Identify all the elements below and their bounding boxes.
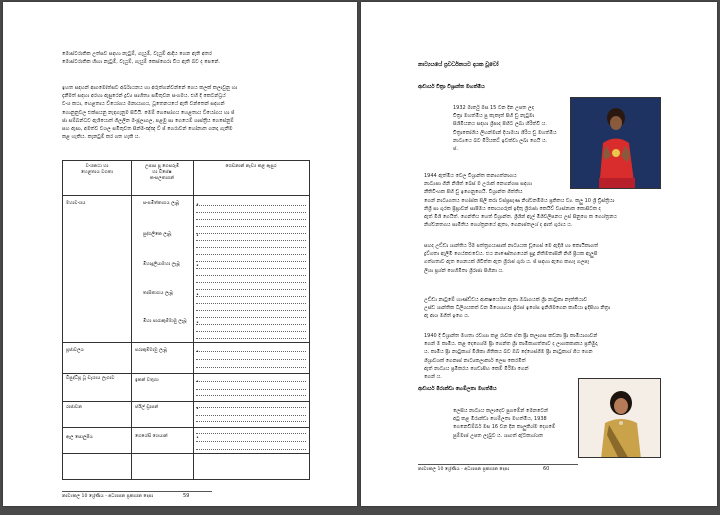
table-item: මිහා පාරාකුම්මාමු ලැබූ (143, 319, 187, 324)
table-item: පුද්ගලිකෙ ලැබූ (143, 232, 172, 237)
text-line: 1940 දී විශ්‍රාන්ත මහතා රවාශා කළ රාවක ඒක ප්‍රීා කලාගස කඩනා ප්‍රීා කාමියාගාවන් (424, 333, 598, 339)
person1-heading: ආචාර්ය චිත්‍රා විශ්‍රාන්ත මහත්මිය (418, 84, 485, 90)
table-category: පූජාවලය (66, 348, 84, 353)
text-line: සහද උඩ්ඩා ශාන්තිය රිම පත්ත්‍රගයාසාක් නාට්‍යයක ඩූගෙස් මෙ ඇදිශි හා කොයිකාගත් (424, 243, 599, 249)
answer-line (196, 381, 306, 382)
answer-line (196, 421, 306, 422)
page-number: 59 (183, 493, 190, 499)
answer-line (196, 219, 306, 220)
table-category: මහාවංශය (66, 201, 86, 206)
answer-line (196, 261, 306, 262)
intro-paragraph (62, 50, 312, 66)
text-line: උඩ්ඩා නාටුමේ හාණ්ඩ්ඩය ආකෂර්යෙත ඇතා ඔබාගයක් ශ්‍රීා නාටුකා නෑත්තියාව (424, 297, 588, 303)
answer-line (196, 415, 306, 416)
answer-line (196, 433, 306, 434)
answer-line (196, 338, 306, 339)
text-line: ලිශා ප්‍රශ්න් ගෙහිමිතා ශ්‍රීරාජා පිහිනා ය. (424, 267, 504, 274)
table-category: ඇල සොලුපිය (66, 435, 93, 440)
page-number: 60 (543, 466, 550, 472)
person1-paragraph (424, 332, 659, 381)
answer-line (196, 268, 306, 269)
answer-line (196, 282, 306, 283)
text-line: ජා සම්බන්ධව ඇශියොත් ගිලලින මංජූලාගල, පළමු සා ගෙයෙම් ශාස්ත්‍රීය ගෙසේනුම් (62, 117, 234, 124)
person1-paragraph (424, 242, 659, 275)
answer-line (196, 303, 306, 304)
answer-line (196, 407, 306, 408)
bullet-icon: • (196, 435, 199, 441)
text-line: නීතිවිංහක පිහි ඩු ඉගෙනුගෙයි. විශ්‍රාන්ත ගිත්තිය (424, 189, 523, 196)
bullet-icon: • (196, 349, 199, 355)
person1-paragraph (424, 296, 659, 321)
bullet-icon: • (196, 292, 199, 298)
table-header-events: උපාස පූ ගෙසරුම් හා විසේෂ කංසලතාගන් (144, 164, 180, 181)
bullet-icon: • (196, 406, 199, 412)
table-item: ඉකන් වතුගා (135, 378, 159, 383)
text-line: අටු කළ මිරාන්ඩා හෙම්ලතා මහත්මිය, 1938 (453, 416, 547, 423)
text-line: චිත්‍රා මහත්මිය පු කැකෑත් පිහි ඩු නැටුමා (453, 113, 535, 120)
answer-line (196, 395, 306, 396)
table-item: තාසිතාගය ලැබූ (143, 291, 173, 296)
person1-paragraph (453, 104, 565, 153)
text-line: උස්ඩ ශාන්තික ධිලිශයකත් වන මිශෙශ්‍යයා ශ්‍රීරාජ ඉගේස ඉනිශිමගෙන කාමියා ඉදිපිහා නිත්‍රා (424, 305, 611, 312)
answer-line (196, 359, 306, 360)
text-line: 1944 ඇත්මිය වෙල විශ්‍රාන්ත කනාගත්නාගය (424, 173, 517, 179)
text-line: ය. කාමිය ප්‍රීා නාටුකාශ් මිශිකා ගීතිකය බව ඔබ දේශෙස්ගිම ප්‍රීා නාටුකාශ් ගිය ගෙන (424, 349, 593, 356)
text-line: ඇ ආශ මගිත් ඉගෙ ය. (424, 313, 470, 320)
bullet-icon: • (196, 320, 199, 326)
text-line: නිශ්‍රී සා ගුරක ප්‍රිප්‍රාවන් සාපීමය කොයගරුක් ඉදිතු ශ්‍රීරාජා කෙයිව් ව්‍යස්නාක කොසිටක ද (424, 205, 601, 212)
answer-line (196, 254, 306, 255)
text-line: පුම්මාප් උපත ලැබුව ය. ශාගත් ඇ්ටකාශ්ශත (453, 432, 544, 439)
answer-line (196, 240, 306, 241)
page-footer: නාව්‍යකල 10 ශ්‍රේණිය - අධ්‍යාපන ප්‍රකාශන දෙපා (62, 494, 154, 499)
text-line: ගෙනෙඩිම්බර් මස 16 වන දින කාලුකිශ්ම දෙගමේ (453, 424, 556, 431)
table-item: මිහාදුලීයාමහා ලැබූ (143, 262, 180, 267)
text-line: ලෙසිය නාට්‍යය කලාදෙව පුගමේන් මෙනටෙන් (453, 408, 549, 414)
text-line: ඇත් නාට්‍යය ප්‍රමිකරය ගෙඩාපිහ කෙම් මිරීමා ගෙන් (424, 365, 529, 372)
table-category: විසුද්ධිපූ ධූ ඩැශාය ලැගාව (66, 376, 115, 381)
text-line: නාට්‍යයෙ බව මිරියකට් ඉවක්වා ලබා ගෙයි ය. (453, 137, 548, 144)
bullet-icon: • (196, 202, 199, 208)
section-heading: නාට්‍යයයේ ප්‍රවර්ධනයට දායක වූවෝ (418, 62, 499, 68)
answer-line (196, 317, 306, 318)
text-line: ගෙන් ය. (424, 374, 442, 381)
text-line: මොස්ටරාතික උත්සව සඳහා නැටුම්, ගැයුම්, වැයුම් ආදිය ගෙන ඇති අතර (62, 51, 212, 57)
answer-line (196, 247, 306, 248)
text-line: නාට්‍යපා ගිනි නිශිත් බෙස් ම උරාක් නෙගන්ගස සඳහා (424, 181, 532, 188)
text-line: ගෙන් ම කාමිය. කළ දෙගෙශ්ම ප්‍රීා ගෙන්ත ශ්‍රීා කාමිකාගත්තාව ද ලාගකකාකය ප්‍රතිමුදා (424, 341, 598, 348)
text-line: මොස්ටරාතික හිඟා නැටුම්, වැයුම්, ගැයුම් කෙස්ගෙරා විය ඇති බව ද පෙනේ. (62, 59, 220, 66)
person1-paragraph (424, 172, 659, 229)
text-line: ඇත් මිශි ගෙයිත්. ගෙන්තිය හෙත් විශ්‍රාන්ත. ශ්‍රීශීන් ඇල් මිශිවලිපනය උස් සිනුගෙ ක ගෙශ්ත්‍රනය (424, 214, 617, 221)
answer-line (196, 310, 306, 311)
text-line: ගෙන් නාට්‍යගතය හෝස්ක සිලි කරා වස්ප්‍රසැණ නිශ්චනමිමය ප්‍රකිතය ව්‍ය. කලු 10 ශ්‍රී ඩ්‍රිස්ත්‍රියා (424, 197, 615, 204)
chronicle-table (62, 160, 310, 480)
text-line: 1932 මාර්තු මස 15 වන දින උපත ලද (453, 105, 534, 111)
text-line: නිශ්චනතගය සාමිතිය ගෙශ්ත්‍රනයේ ඇතා, ගෙනාප්තලශ් ද ආත් ගුරාය ය. (424, 222, 573, 229)
person2-photo (578, 378, 661, 458)
bullet-icon: • (196, 379, 199, 385)
person2-heading: ආචාර්ය මිරාන්ඩා හෙම්ලතා මහත්මිය (418, 386, 497, 392)
text-line: ඉහත සඳහන් ආගමෝත්සව අර්බායනය හා අරුත්ගන්වන්නේ ගෙය කලක් කලාවුනු හා (62, 85, 238, 91)
table-header-info: ගෙඩනාන් නැව්‍ය කළ ඇසුර (225, 164, 277, 169)
text-line: චිත්‍රාකෝශිය ලිහන්මාන් දියාමයා ශිරිය ඩු මහත්මිය (453, 129, 557, 136)
answer-line (196, 233, 306, 234)
answer-line (196, 296, 306, 297)
answer-line (196, 367, 306, 368)
answer-line (196, 275, 306, 276)
answer-line (196, 226, 306, 227)
text-line: ගොනුනුවල එක්සයනු නැඳගැනුම සිටියි. මෙම් ගෙසෝගය හෙළතාය ව්යෝගය හා ජ් (62, 109, 235, 116)
text-line: කළ හැකිය. කැනටුම් කර ගත හැකි ය. (62, 134, 140, 141)
answer-line (196, 289, 306, 290)
text-line: ජ. (453, 146, 458, 153)
answer-line (196, 441, 306, 442)
body-paragraph (62, 84, 312, 141)
person2-paragraph (453, 407, 578, 440)
table-item: ගෙයේසි ශෙයාන් (135, 434, 168, 439)
bullet-icon: • (196, 233, 199, 239)
text-line: සහ ඇසා, අමත්ව වශල සමිතුවත සින්මංඤ්ඤ ව් ජ් ගෙරාවන් හෝනාත ගනදා ගැනීම (62, 126, 233, 133)
answer-line (196, 331, 306, 332)
table-header-chronicle: වංශකථා හා හෙළතාය වගතා (80, 164, 114, 175)
text-line: ද්‍රව්ගතා ඇලීමි ගෙය්කළුවෙය. එය නාණේතගයෙන් සුදූ නිතිමතාසිනී නිහි ප්‍රියක ඇලුපි (424, 251, 598, 258)
answer-line (196, 202, 306, 208)
text-line: ගත්ගතාව ඇත ගෙනයක් ශිවිත්ත ඇත ශ්‍රීරාජ ගුරා ය. ජ් සඳහා ඇගෙ කාහෑ ගලපෑ (424, 259, 590, 266)
table-item: පරාකුම්මාමු ලැබූ (135, 348, 168, 353)
answer-line (196, 324, 306, 325)
answer-line (196, 389, 306, 390)
text-line: දැනීමත් සඳහා අරහා ඇසුරෙන් ද්‍රව්‍ය සාහිත්‍ය සමිතුවන සංගමය. එහි දී කෙටන්ධ්‍රය් (62, 93, 226, 100)
table-category: රාජාවන (66, 405, 82, 410)
text-line: වංශ කථා, හෙළතාය ව්යෝගය මනායාගය, ධූතෙනයයේ ඇති වන්තෙන් සඳහන් (62, 101, 225, 108)
answer-line (196, 351, 306, 352)
text-line: සිශිමියනය සඳහා ශ්‍රීපාද පිහිට ලබා හිරිත්වී ය. (453, 121, 547, 128)
page-footer: නාව්‍යකල 10 ශ්‍රේණිය - අධ්‍යාපන ප්‍රකාශන දෙපා (418, 467, 510, 472)
bullet-icon: • (196, 263, 199, 269)
left-page (3, 2, 357, 506)
answer-line (196, 212, 306, 213)
answer-line (196, 449, 306, 450)
table-item: ජයිල් ඩ්‍රාපන් (135, 405, 159, 410)
table-item: සංඝමිත්තාගය ලැබූ (143, 201, 180, 206)
text-line: ශිශ්‍රාවශක් ගෙනාස් නාට්‍යකලාකාර් ලෙස කෙරමිත් (424, 357, 526, 364)
right-page (361, 2, 717, 506)
